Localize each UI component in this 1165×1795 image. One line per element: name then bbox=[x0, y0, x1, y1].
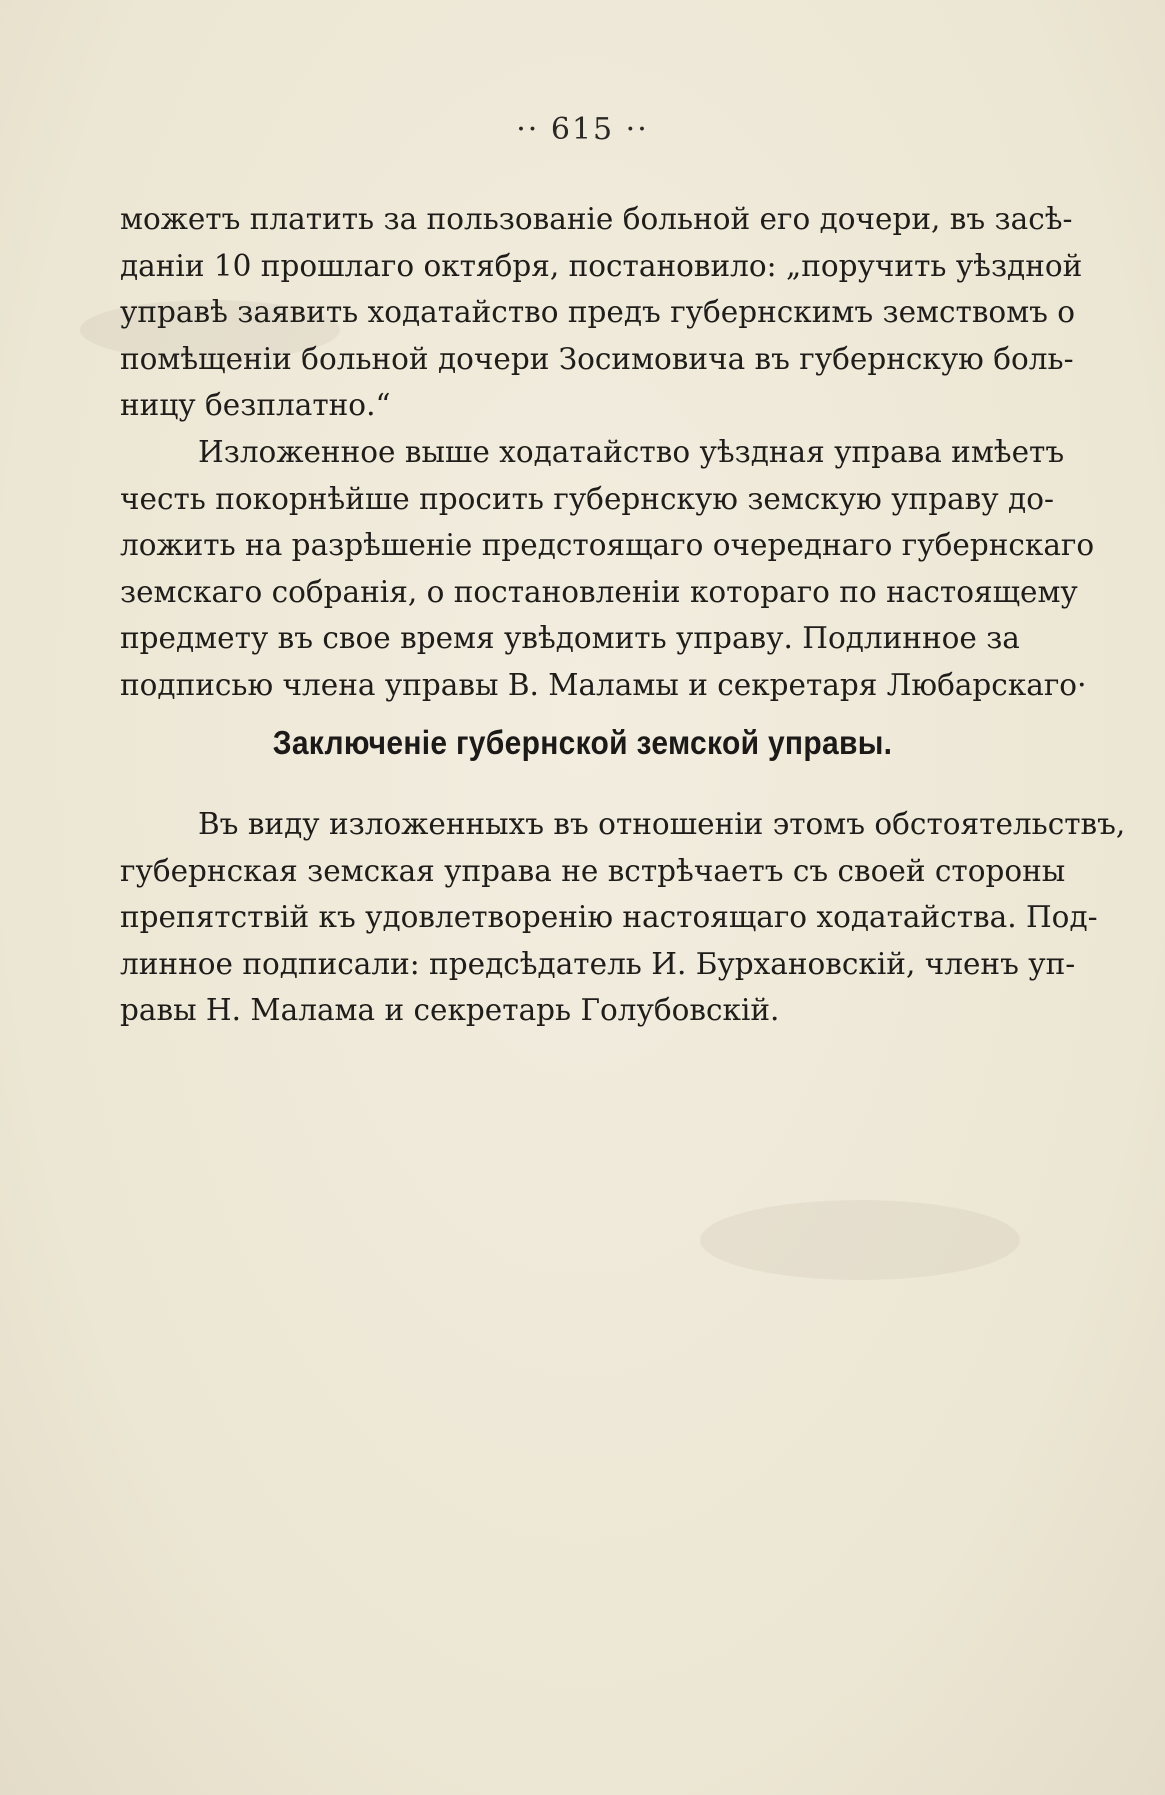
text-line: управѣ заявить ходатайство предъ губернскимъ земствомъ о bbox=[120, 295, 1076, 329]
text-line: честь покорнѣйше просить губернскую земскую управу до- bbox=[120, 481, 1054, 516]
text-line: предмету въ свое время увѣдомить управу. Подлинное за bbox=[120, 621, 1020, 655]
text-line: подписью члена управы В. Маламы и секретаря Любарскаго· bbox=[120, 667, 1087, 702]
bleed-through-area bbox=[120, 1020, 1005, 1440]
text-line: помѣщеніи больной дочери Зосимовича въ губернскую боль- bbox=[120, 341, 1074, 376]
section-heading: Заключеніе губернской земской управы. bbox=[272, 724, 893, 762]
text-line: даніи 10 прошлаго октября, постановило: „поручить уѣздной bbox=[120, 248, 1083, 283]
text-line: Изложенное выше ходатайство уѣздная управа имѣетъ bbox=[198, 435, 1065, 469]
paragraph-2 bbox=[120, 429, 1095, 708]
text-line: препятствій къ удовлетворенію настоящаго ходатайства. Под- bbox=[120, 900, 1098, 934]
text-line: ницу безплатно.“ bbox=[120, 388, 391, 422]
page-number: ·· 615 ·· bbox=[516, 112, 649, 147]
paragraph-1 bbox=[120, 196, 1083, 429]
text-line: ложить на разрѣшеніе предстоящаго очереднаго губернскаго bbox=[120, 528, 1095, 562]
paragraph-3 bbox=[120, 801, 1126, 1034]
text-line: губернская земская управа не встрѣчаетъ съ своей стороны bbox=[120, 853, 1066, 888]
text-line: линное подписали: предсѣдатель И. Бурхановскій, членъ уп- bbox=[120, 946, 1076, 981]
text-line: равы Н. Малама и секретарь Голубовскій. bbox=[120, 993, 780, 1027]
text-line: Въ виду изложенныхъ въ отношеніи этомъ обстоятельствъ, bbox=[198, 807, 1126, 841]
text-line: можетъ платить за пользованіе больной его дочери, въ засѣ- bbox=[120, 202, 1073, 236]
text-line: земскаго собранія, о постановленіи котораго по настоящему bbox=[120, 574, 1078, 609]
